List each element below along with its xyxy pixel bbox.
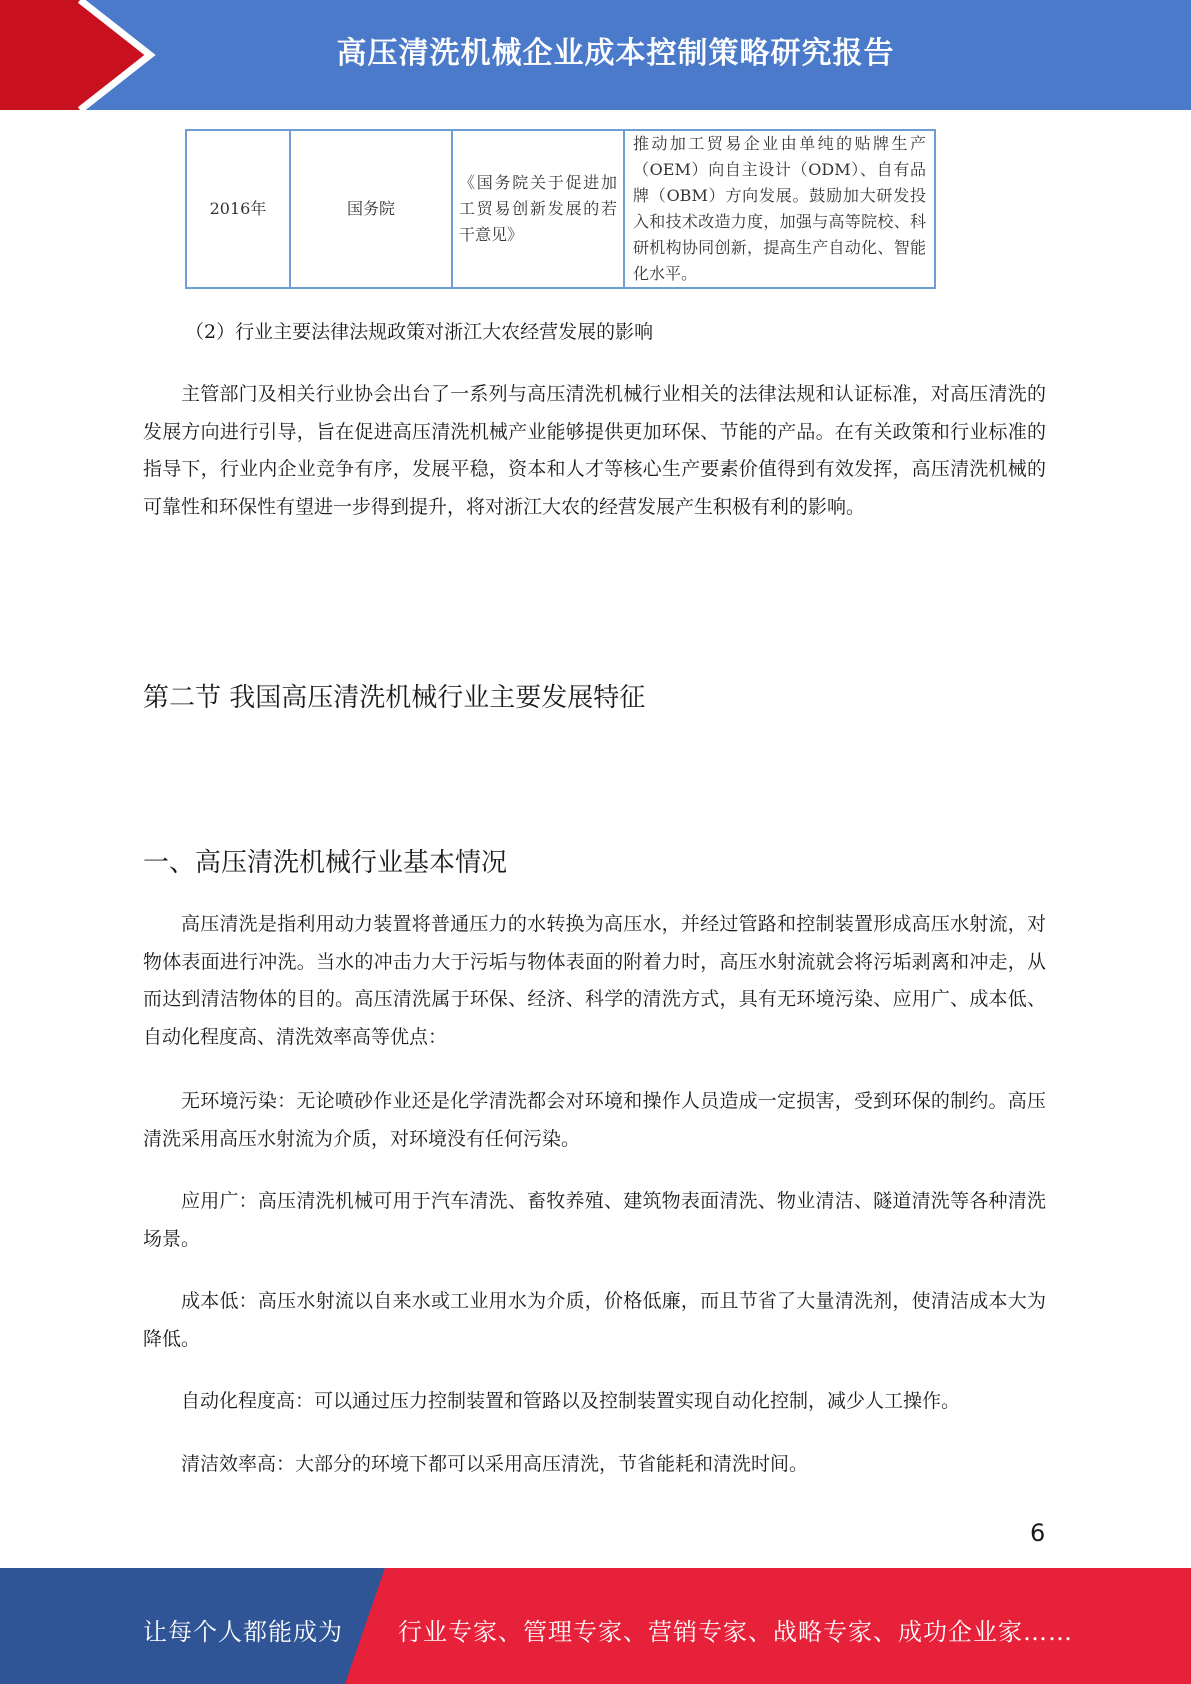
report-header [0,0,1191,110]
table-cell-document: 《国务院关于促进加工贸易创新发展的若干意见》 [452,130,624,288]
paragraph-low-cost: 成本低：高压水射流以自来水或工业用水为介质，价格低廉，而且节省了大量清洗剂，使清洁成本大为降低。 [143,1290,1046,1350]
table-cell-department: 国务院 [290,130,452,288]
section-title: 第二节 我国高压清洗机械行业主要发展特征 [143,683,646,713]
paragraph-efficiency: 清洁效率高：大部分的环境下都可以采用高压清洗，节省能耗和清洗时间。 [181,1453,809,1475]
paragraph-automation: 自动化程度高：可以通过压力控制装置和管路以及控制装置实现自动化控制，减少人工操作。 [181,1390,961,1412]
footer-banner [0,1568,1191,1684]
table-cell-year: 2016年 [186,130,290,288]
paragraph-intro: 高压清洗是指利用动力装置将普通压力的水转换为高压水，并经过管路和控制装置形成高压水射流，对物体表面进行冲洗。当水的冲击力大于污垢与物体表面的附着力时，高压水射流就会将污垢剥离和冲走，从而达到清洁物体的目的。高压清洗属于环保、经济、科学的清洗方式，具有无环境污染、应用广、成本低、自动化程度高、清洗效率高等优点： [143,913,1046,1048]
report-title: 高压清洗机械企业成本控制策略研究报告 [336,36,895,71]
footer-slogan-right: 行业专家、管理专家、营销专家、战略专家、成功企业家…… [398,1618,1073,1646]
paragraph-wide-use: 应用广：高压清洗机械可用于汽车清洗、畜牧养殖、建筑物表面清洗、物业清洁、隧道清洗等各种清洗场景。 [143,1190,1046,1250]
page-number: 6 [1030,1519,1046,1547]
table-row [186,130,935,288]
part-title: 一、高压清洗机械行业基本情况 [143,848,508,878]
policy-table [185,129,936,289]
table-cell-content: 推动加工贸易企业由单纯的贴牌生产（OEM）向自主设计（ODM）、自有品牌（OBM）方向发展。鼓励加大研发投入和技术改造力度，加强与高等院校、科研机构协同创新，提高生产自动化、智能化水平。 [624,130,935,288]
sub-heading: （2）行业主要法律法规政策对浙江大农经营发展的影响 [185,321,654,343]
paragraph-policy-impact: 主管部门及相关行业协会出台了一系列与高压清洗机械行业相关的法律法规和认证标准，对高压清洗的发展方向进行引导，旨在促进高压清洗机械产业能够提供更加环保、节能的产品。在有关政策和行业标准的指导下，行业内企业竞争有序，发展平稳，资本和人才等核心生产要素价值得到有效发挥，高压清洗机械的可靠性和环保性有望进一步得到提升，将对浙江大农的经营发展产生积极有利的影响。 [143,383,1046,518]
footer-slogan-left: 让每个人都能成为 [143,1618,343,1646]
paragraph-no-pollution: 无环境污染：无论喷砂作业还是化学清洗都会对环境和操作人员造成一定损害，受到环保的制约。高压清洗采用高压水射流为介质，对环境没有任何污染。 [143,1090,1046,1150]
